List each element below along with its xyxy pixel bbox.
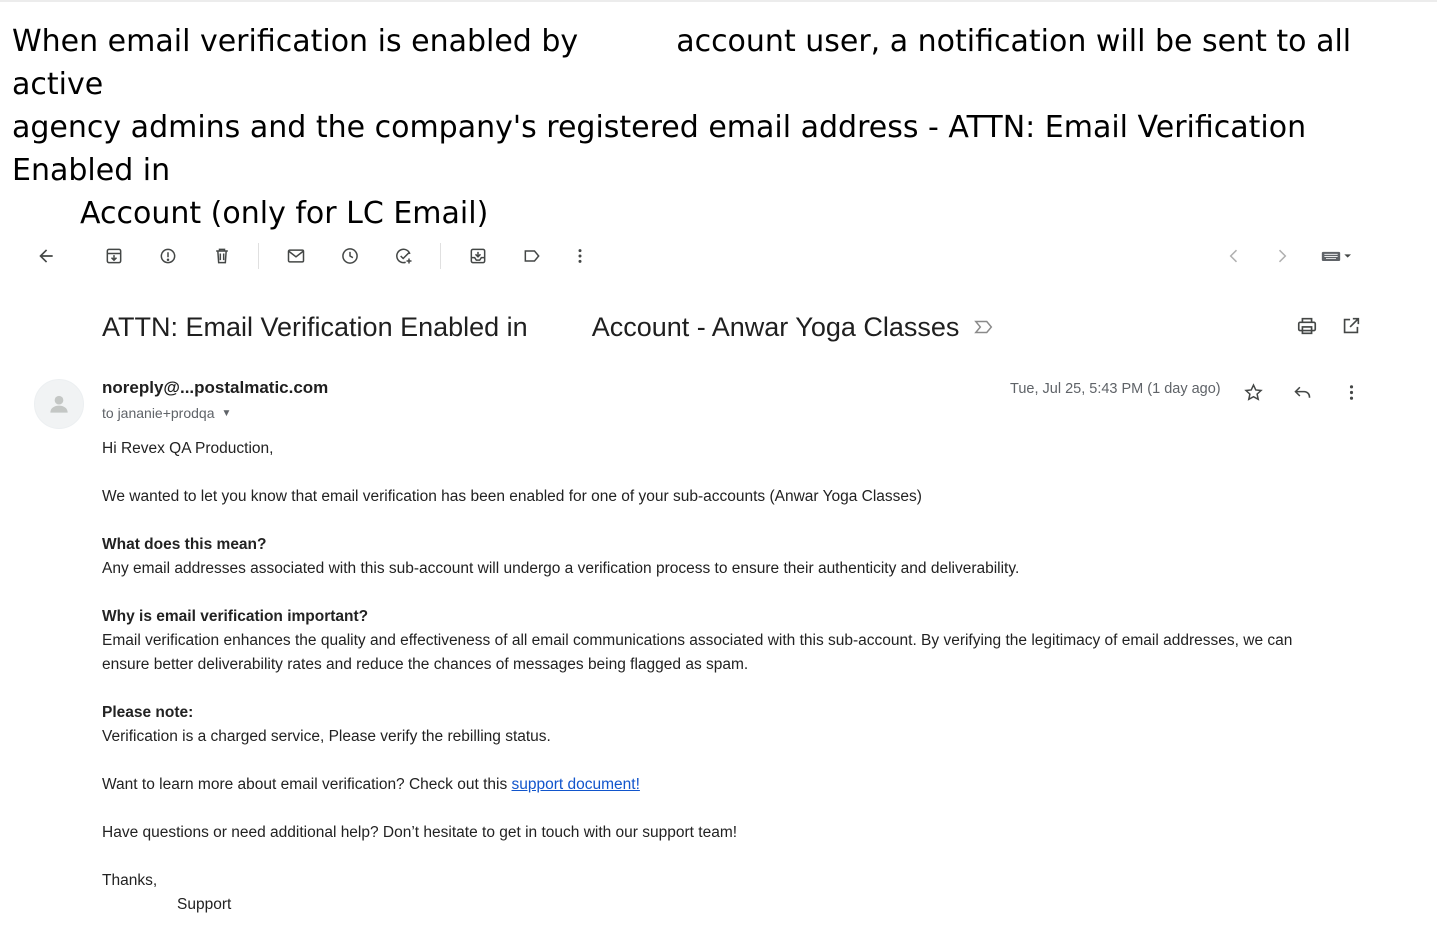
report-spam-icon[interactable] xyxy=(152,240,184,272)
caption-line3: Account (only for LC Email) xyxy=(80,196,489,231)
archive-icon[interactable] xyxy=(98,240,130,272)
label-icon[interactable] xyxy=(516,240,548,272)
support-document-link[interactable]: support document! xyxy=(511,776,640,793)
intro-paragraph: We wanted to let you know that email verification has been enabled for one of your sub-accounts (Anwar Yoga Classes) xyxy=(102,488,922,505)
section-text: Email verification enhances the quality and effectiveness of all email communications associated with this sub-account. By verifying the legitimacy of email addresses, we can xyxy=(102,632,1293,649)
sender-address[interactable]: noreply@...postalmatic.com xyxy=(102,378,329,397)
closing: Thanks, xyxy=(102,872,158,889)
move-to-icon[interactable] xyxy=(462,240,494,272)
recipient-line[interactable] xyxy=(102,405,231,421)
annotation-caption xyxy=(12,20,1422,235)
star-icon[interactable] xyxy=(1239,378,1267,406)
toolbar-divider xyxy=(440,243,441,269)
print-icon[interactable] xyxy=(1292,311,1322,341)
section-text: Verification is a charged service, Please verify the rebilling status. xyxy=(102,728,551,745)
newer-icon[interactable] xyxy=(1218,240,1250,272)
section-heading: Please note: xyxy=(102,704,194,721)
input-tools-icon[interactable] xyxy=(1312,240,1360,272)
recipient-label: to jananie+prodqa xyxy=(102,405,215,421)
subject-part-a: ATTN: Email Verification Enabled in xyxy=(102,311,528,342)
back-arrow-icon[interactable] xyxy=(30,240,62,272)
section-heading: What does this mean? xyxy=(102,536,267,553)
caption-line1-a: When email verification is enabled by xyxy=(12,24,579,59)
section-text: Any email addresses associated with this sub-account will undergo a verification process to ensure their authenticity and deliverability. xyxy=(102,560,1020,577)
important-marker-icon[interactable] xyxy=(973,316,995,338)
delete-icon[interactable] xyxy=(206,240,238,272)
more-vert-icon[interactable] xyxy=(564,240,596,272)
avatar[interactable] xyxy=(34,379,84,429)
subject-part-b: Account - Anwar Yoga Classes xyxy=(591,311,960,342)
learn-more-line xyxy=(102,773,640,797)
older-icon[interactable] xyxy=(1266,240,1298,272)
section-text: ensure better deliverability rates and reduce the chances of messages being flagged as spam. xyxy=(102,656,749,673)
mark-unread-icon[interactable] xyxy=(280,240,312,272)
snooze-icon[interactable] xyxy=(334,240,366,272)
reply-icon[interactable] xyxy=(1288,378,1316,406)
greeting: Hi Revex QA Production, xyxy=(102,440,274,457)
caption-line2: agency admins and the company's registered email address - ATTN: Email Verification Enabled in xyxy=(12,110,1307,188)
caption-line1-b: account user, a notification will be sent to all active xyxy=(12,24,1352,102)
email-subject xyxy=(102,307,995,347)
help-text: Have questions or need additional help? Don’t hesitate to get in touch with our support team! xyxy=(102,824,738,841)
open-new-window-icon[interactable] xyxy=(1336,311,1366,341)
signature: Support xyxy=(177,896,232,913)
chevron-down-icon[interactable]: ▼ xyxy=(221,407,232,419)
learn-more-text: Want to learn more about email verification? Check out this xyxy=(102,776,508,793)
toolbar-divider xyxy=(258,243,259,269)
add-task-icon[interactable] xyxy=(388,240,420,272)
message-date: Tue, Jul 25, 5:43 PM (1 day ago) xyxy=(1010,381,1221,397)
section-heading: Why is email verification important? xyxy=(102,608,369,625)
top-divider xyxy=(0,0,1437,2)
more-options-icon[interactable] xyxy=(1337,378,1365,406)
